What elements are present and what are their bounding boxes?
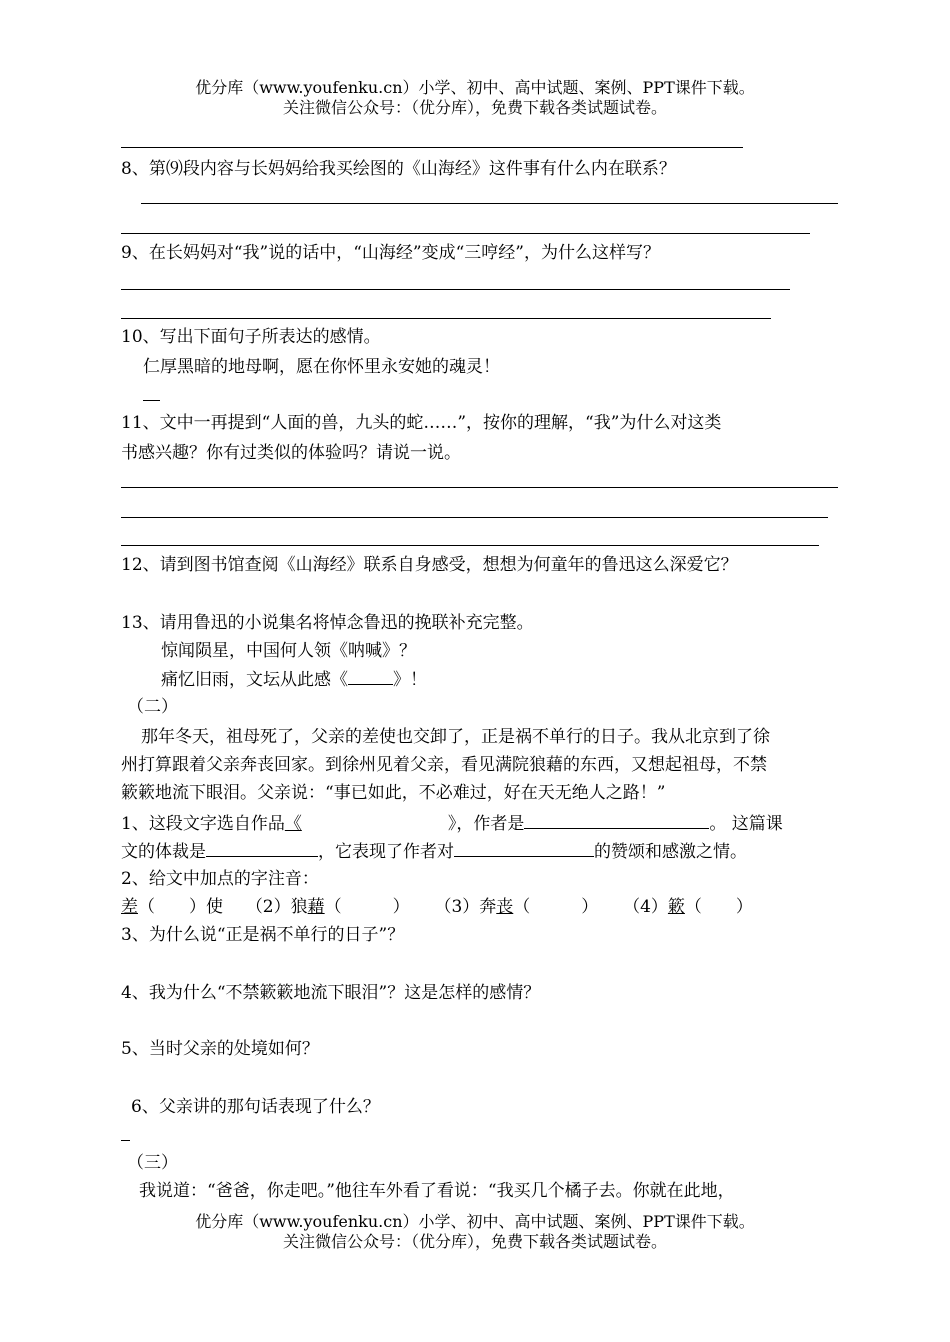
question-2-1-line-1 — [121, 812, 783, 835]
question-12: 12、请到图书馆查阅《山海经》联系自身感受，想想为何童年的鲁迅这么深爱它？ — [121, 555, 738, 575]
q1-prefix: 1、这段文字选自作品 — [121, 814, 285, 834]
pinyin-item-4[interactable]: （4）簌（ ） — [623, 897, 753, 917]
question-10-quote: 仁厚黑暗的地母啊，愿在你怀里永安她的魂灵！ — [143, 357, 500, 377]
section-2-heading: （二） — [127, 697, 178, 717]
answer-line[interactable] — [121, 545, 819, 546]
q1-genre-prefix: 文的体裁是 — [121, 842, 206, 862]
pinyin-item-2[interactable]: （2）狼藉（ ） — [245, 897, 410, 917]
author-blank[interactable] — [524, 812, 709, 829]
answer-line[interactable] — [121, 517, 828, 518]
object-blank[interactable] — [454, 840, 594, 857]
question-2-2: 2、给文中加点的字注音： — [121, 869, 319, 889]
section-3-heading: （三） — [127, 1153, 178, 1173]
question-2-3: 3、为什么说“正是祸不单行的日子”？ — [121, 925, 405, 945]
q1-suffix: 的赞颂和感激之情。 — [594, 842, 747, 862]
pinyin-item-1[interactable]: 差（ ）使 — [121, 897, 223, 917]
q1-author-label: 》，作者是 — [447, 814, 525, 834]
answer-line[interactable] — [141, 203, 838, 204]
question-11-line-1: 11、文中一再提到“人面的兽，九头的蛇……”，按你的理解，“我”为什么对这类 — [121, 413, 722, 433]
pinyin-item-3[interactable]: （3）奔丧（ ） — [434, 897, 599, 917]
passage-2-line-1: 那年冬天，祖母死了，父亲的差使也交卸了，正是祸不单行的日子。我从北京到了徐 — [141, 727, 770, 747]
header-line-1: 优分库（www.youfenku.cn）小学、初中、高中试题、案例、PPT课件下载。 — [195, 78, 755, 97]
couplet-line-2-prefix: 痛忆旧雨，文坛从此感《 — [161, 670, 348, 690]
q1-work-open: 《 — [284, 814, 302, 834]
footer-line-1: 优分库（www.youfenku.cn）小学、初中、高中试题、案例、PPT课件下载。 — [195, 1212, 755, 1231]
q1-object-label: ，它表现了作者对 — [318, 842, 454, 862]
pinyin-row — [121, 896, 753, 918]
passage-2-line-3: 簌簌地流下眼泪。父亲说：“事已如此，不必难过，好在天无绝人之路！” — [121, 783, 666, 803]
answer-line[interactable] — [121, 1140, 130, 1141]
answer-line[interactable] — [121, 233, 810, 234]
header-line-2: 关注微信公众号：（优分库），免费下载各类试题试卷。 — [282, 98, 667, 117]
answer-line[interactable] — [143, 400, 160, 401]
answer-line[interactable] — [121, 487, 838, 488]
question-2-1-line-2 — [121, 840, 747, 863]
footer-line-2: 关注微信公众号：（优分库），免费下载各类试题试卷。 — [282, 1232, 667, 1251]
question-2-5: 5、当时父亲的处境如何？ — [121, 1039, 319, 1059]
question-11-line-2: 书感兴趣？你有过类似的体验吗？请说一说。 — [121, 443, 461, 463]
question-2-6: 6、父亲讲的那句话表现了什么？ — [131, 1097, 380, 1117]
question-13: 13、请用鲁迅的小说集名将悼念鲁迅的挽联补充完整。 — [121, 613, 534, 633]
question-2-4: 4、我为什么“不禁簌簌地流下眼泪”？这是怎样的感情？ — [121, 983, 541, 1003]
question-9: 9、在长妈妈对“我”说的话中，“山海经”变成“三哼经”，为什么这样写？ — [121, 243, 660, 263]
passage-3-line-1: 我说道：“爸爸，你走吧。”他往车外看了看说：“我买几个橘子去。你就在此地， — [139, 1181, 735, 1201]
couplet-blank[interactable] — [348, 668, 393, 685]
couplet-line-1: 惊闻陨星，中国何人领《呐喊》？ — [161, 641, 416, 661]
genre-blank[interactable] — [206, 840, 318, 857]
question-10: 10、写出下面句子所表达的感情。 — [121, 327, 381, 347]
couplet-line-2 — [161, 668, 427, 691]
passage-2-line-2: 州打算跟着父亲奔丧回家。到徐州见着父亲，看见满院狼藉的东西，又想起祖母，不禁 — [121, 755, 767, 775]
q1-genre-label: 。 这篇课 — [709, 814, 783, 834]
question-8: 8、第⑼段内容与长妈妈给我买绘图的《山海经》这件事有什么内在联系？ — [121, 159, 676, 179]
answer-line[interactable] — [121, 289, 790, 290]
answer-line[interactable] — [121, 318, 771, 319]
couplet-line-2-suffix: 》！ — [393, 670, 427, 690]
answer-line[interactable] — [121, 147, 743, 148]
